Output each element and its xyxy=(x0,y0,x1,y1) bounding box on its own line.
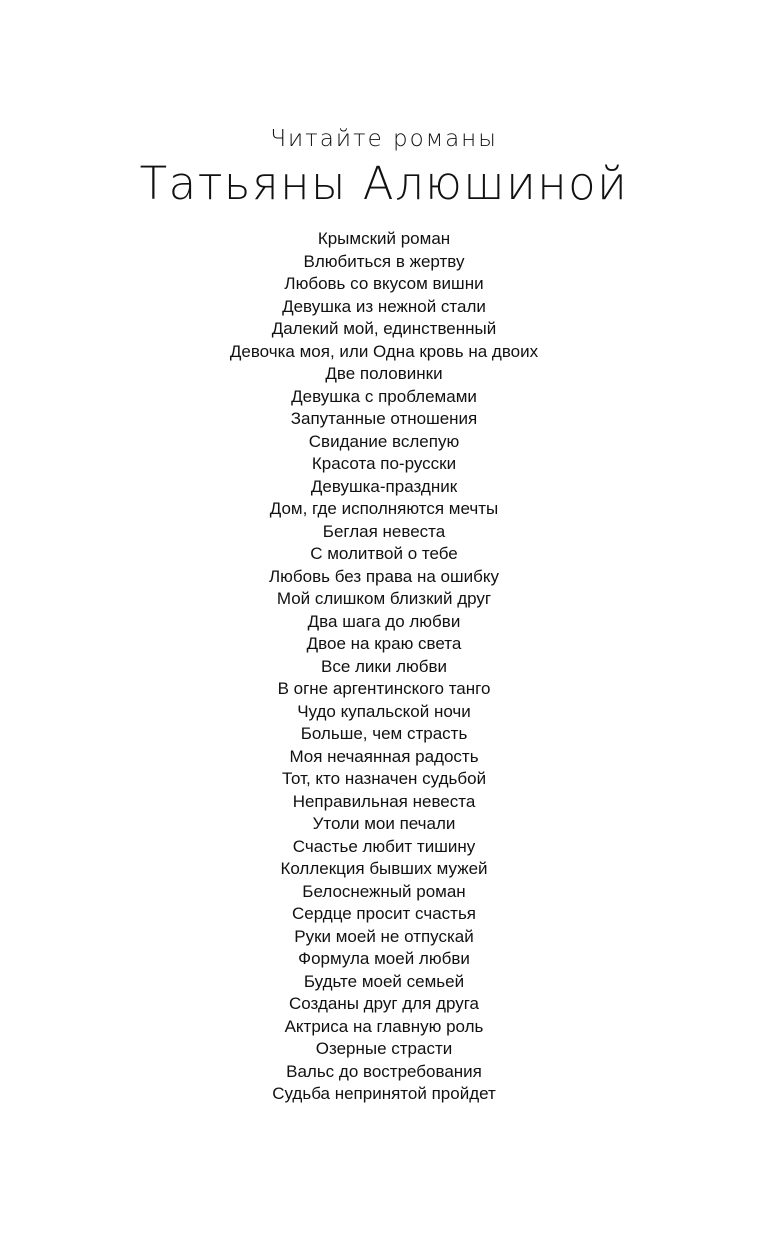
book-title: Неправильная невеста xyxy=(292,791,476,811)
book-title-list xyxy=(0,228,768,1106)
book-title: Счастье любит тишину xyxy=(292,836,476,856)
book-title: Влюбиться в жертву xyxy=(303,251,465,271)
book-title: Моя нечаянная радость xyxy=(289,746,479,766)
book-title: Руки моей не отпускай xyxy=(294,926,474,946)
book-title: Два шага до любви xyxy=(307,611,461,631)
page-subtitle: Читайте романы xyxy=(270,126,498,152)
book-title: С молитвой о тебе xyxy=(310,544,458,563)
book-title: Мой слишком близкий друг xyxy=(276,589,492,608)
book-title: Чудо купальской ночи xyxy=(297,701,471,721)
book-title: Больше, чем страсть xyxy=(300,724,468,743)
book-title: В огне аргентинского танго xyxy=(277,679,491,698)
book-title: Беглая невеста xyxy=(322,521,446,541)
book-title: Все лики любви xyxy=(320,656,448,676)
book-title: Будьте моей семьей xyxy=(303,971,465,991)
book-title: Далекий мой, единственный xyxy=(271,319,497,338)
book-title: Любовь со вкусом вишни xyxy=(284,274,484,293)
book-title: Двое на краю света xyxy=(306,634,462,653)
book-title: Озерные страсти xyxy=(315,1039,453,1058)
book-title: Крымский роман xyxy=(317,229,451,248)
book-title: Красота по-русски xyxy=(311,454,457,473)
book-title: Белоснежный роман xyxy=(302,881,466,901)
book-title: Свидание вслепую xyxy=(308,431,460,451)
book-title: Любовь без права на ошибку xyxy=(268,566,499,586)
book-title: Вальс до востребования xyxy=(286,1061,482,1081)
book-title: Коллекция бывших мужей xyxy=(280,859,488,878)
book-title: Сердце просит счастья xyxy=(291,904,477,923)
book-title: Актриса на главную роль xyxy=(284,1016,484,1036)
book-title: Две половинки xyxy=(325,364,443,383)
book-title: Девочка моя, или Одна кровь на двоих xyxy=(229,341,539,361)
book-title: Тот, кто назначен судьбой xyxy=(281,769,487,788)
book-title: Дом, где исполняются мечты xyxy=(269,499,499,518)
book-title: Девушка с проблемами xyxy=(291,386,477,406)
book-title: Девушка из нежной стали xyxy=(282,296,486,316)
book-title: Утоли мои печали xyxy=(312,814,456,833)
book-title: Формула моей любви xyxy=(298,949,470,968)
author-name: Татьяны Алюшиной xyxy=(139,157,629,210)
book-title: Девушка-праздник xyxy=(310,476,458,496)
book-title: Судьба непринятой пройдет xyxy=(272,1084,496,1103)
book-title: Запутанные отношения xyxy=(290,409,478,428)
book-title: Созданы друг для друга xyxy=(288,994,479,1013)
